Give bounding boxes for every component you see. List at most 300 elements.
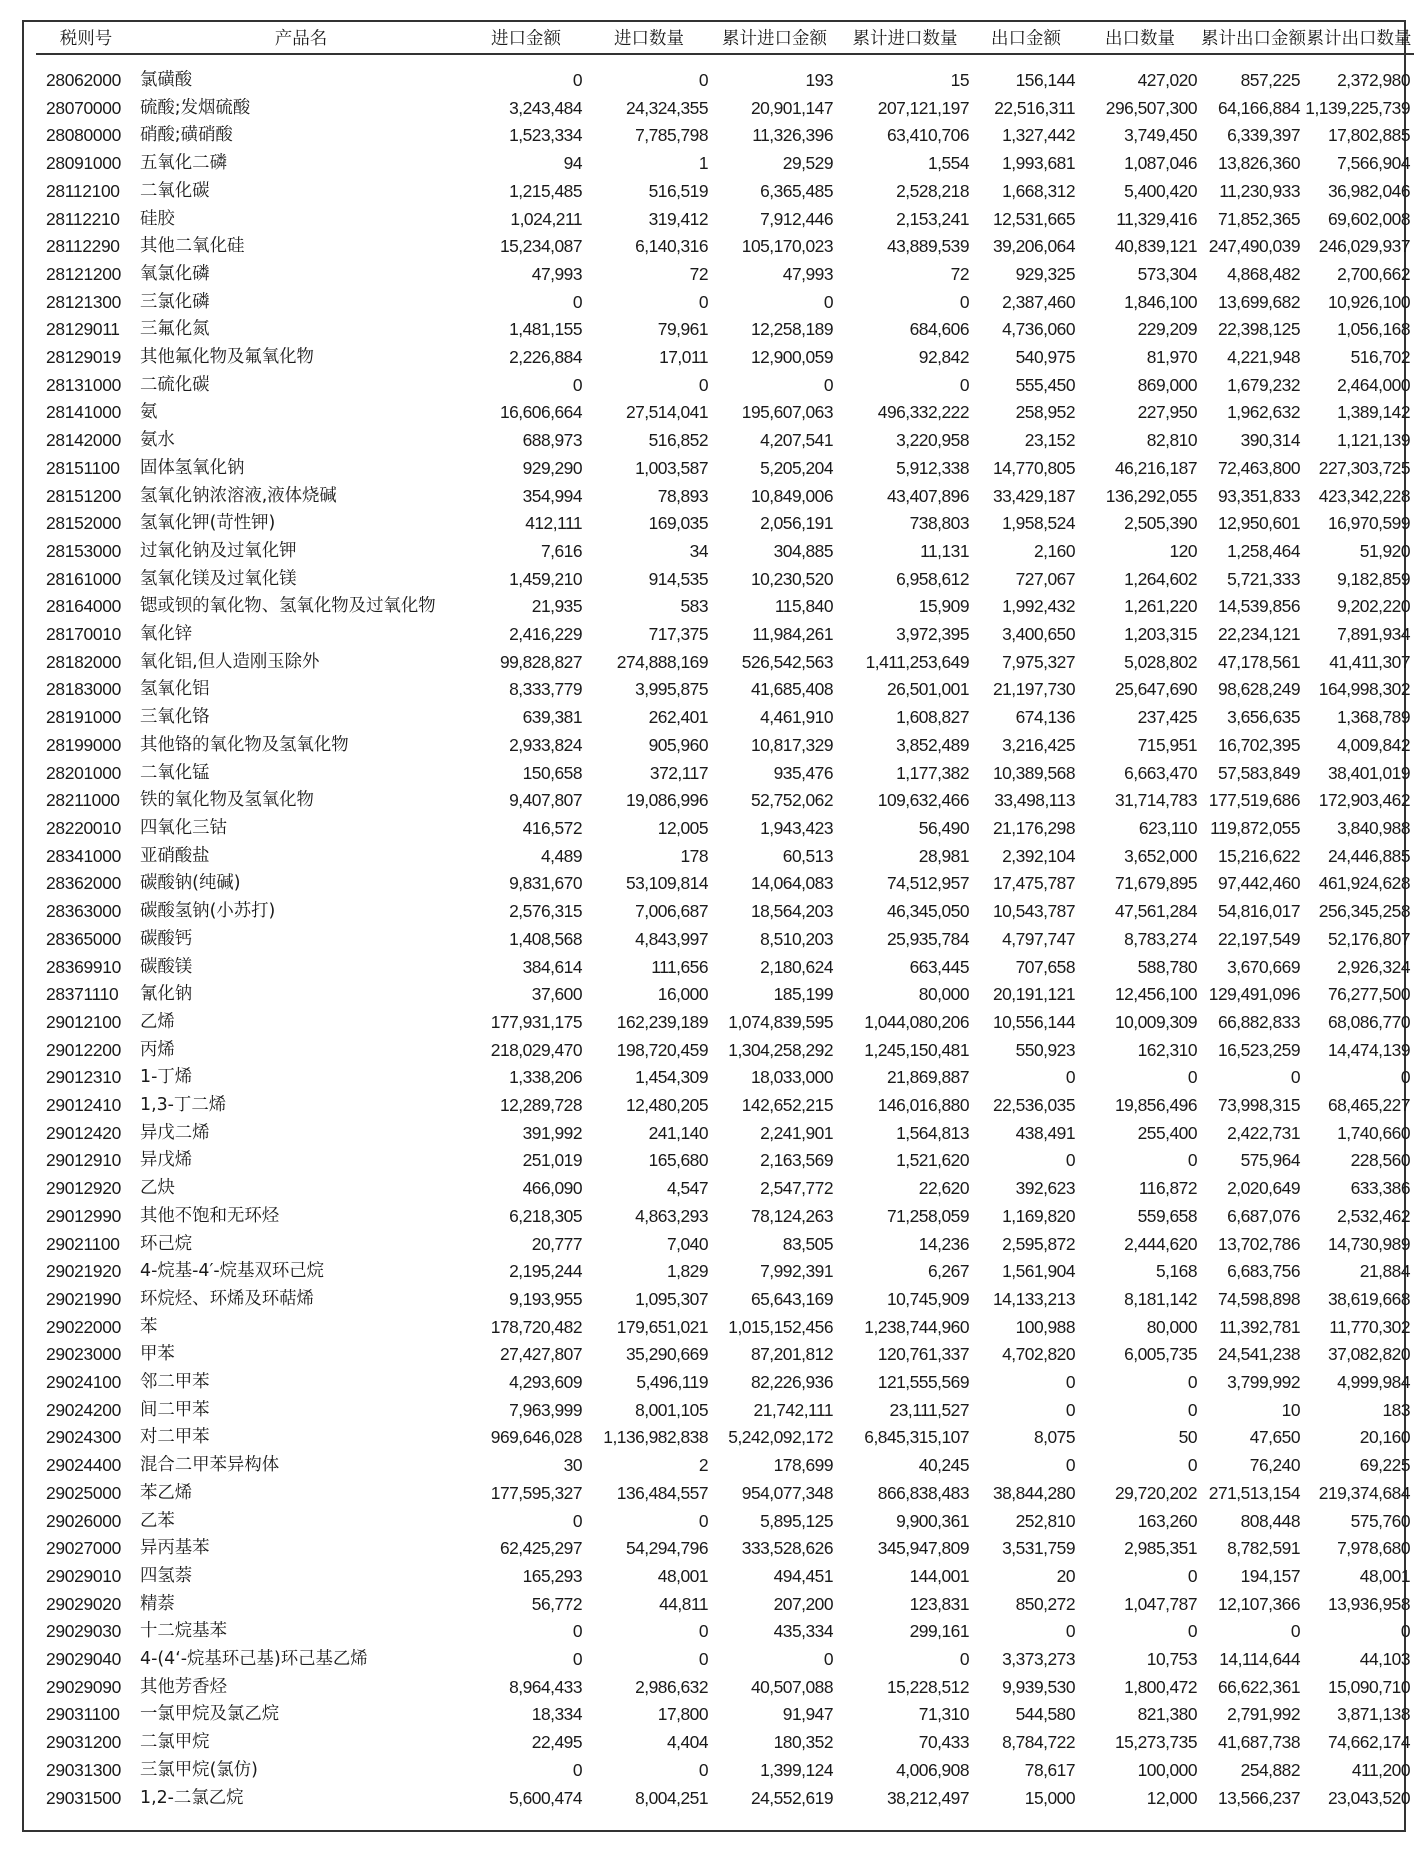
table-row [36,289,1414,317]
export-amount-cell: 258,952 [1015,402,1075,423]
cumulative-import-quantity-cell: 43,407,896 [886,485,969,506]
import-quantity-cell: 274,888,169 [616,651,708,672]
cumulative-import-quantity-cell: 14,236 [918,1233,969,1254]
import-quantity-cell: 19,086,996 [625,790,708,811]
cumulative-import-amount-cell: 12,900,059 [750,347,833,368]
header-cumulative-import-amount: 累计进口金额 [712,22,837,54]
cumulative-export-quantity-cell: 172,903,462 [1318,790,1410,811]
cumulative-import-amount-cell: 47,993 [782,263,833,284]
import-quantity-cell: 16,000 [657,984,708,1005]
cumulative-export-amount-cell: 3,670,669 [1227,956,1300,977]
tariff-code-cell: 29031100 [46,1704,120,1725]
table-row [36,178,1414,206]
cumulative-import-amount-cell: 435,334 [773,1621,833,1642]
cumulative-export-amount-cell: 119,872,055 [1210,817,1300,838]
cumulative-import-amount-cell: 4,461,910 [760,707,833,728]
cumulative-export-quantity-cell: 38,619,668 [1327,1288,1410,1309]
table-row [36,1341,1414,1369]
cumulative-export-quantity-cell: 575,760 [1350,1510,1410,1531]
cumulative-export-quantity-cell: 256,345,258 [1318,901,1410,922]
cumulative-export-amount-cell: 194,157 [1240,1565,1300,1586]
import-quantity-cell: 78,893 [657,485,708,506]
product-name-cell: 4-(4‘-烷基环己基)环己基乙烯 [140,1649,368,1670]
cumulative-import-quantity-cell: 10,745,909 [886,1288,969,1309]
export-quantity-cell: 1,846,100 [1124,291,1197,312]
export-amount-cell: 20 [1056,1565,1075,1586]
import-quantity-cell: 53,109,814 [625,873,708,894]
export-amount-cell: 1,327,442 [1002,125,1075,146]
cumulative-import-quantity-cell: 1,564,813 [896,1122,969,1143]
product-name-cell: 氢氧化钾(苛性钾) [140,513,276,534]
cumulative-export-quantity-cell: 461,924,628 [1318,873,1410,894]
export-quantity-cell: 116,872 [1138,1178,1197,1199]
table-row [36,898,1414,926]
tariff-code-cell: 28121300 [46,291,121,312]
cumulative-export-amount-cell: 13,699,682 [1217,291,1300,312]
cumulative-export-quantity-cell: 9,182,859 [1337,568,1410,589]
cumulative-import-quantity-cell: 71,258,059 [886,1205,969,1226]
cumulative-export-quantity-cell: 4,009,842 [1337,734,1410,755]
export-quantity-cell: 46,216,187 [1114,457,1197,478]
import-amount-cell: 56,772 [531,1593,582,1614]
tariff-code-cell: 29029020 [46,1593,121,1614]
tariff-code-cell: 28191000 [46,707,121,728]
table-row [36,344,1414,372]
cumulative-import-amount-cell: 5,242,092,172 [728,1427,833,1448]
export-amount-cell: 17,475,787 [992,873,1075,894]
product-name-cell: 碳酸钠(纯碱) [140,873,241,894]
product-name-cell: 甲苯 [140,1344,175,1365]
cumulative-export-quantity-cell: 2,926,324 [1337,956,1410,977]
import-amount-cell: 8,964,433 [509,1676,582,1697]
cumulative-export-quantity-cell: 633,386 [1350,1178,1410,1199]
import-amount-cell: 929,290 [522,457,582,478]
table-row [36,1147,1414,1175]
export-amount-cell: 1,992,432 [1002,596,1075,617]
cumulative-export-quantity-cell: 69,225 [1359,1455,1410,1476]
cumulative-export-amount-cell: 4,868,482 [1227,263,1300,284]
import-quantity-cell: 516,852 [648,430,708,451]
export-amount-cell: 1,169,820 [1002,1205,1075,1226]
cumulative-export-amount-cell: 390,314 [1240,430,1300,451]
cumulative-import-amount-cell: 91,947 [782,1704,833,1725]
cumulative-export-quantity-cell: 76,277,500 [1327,984,1410,1005]
import-amount-cell: 16,606,664 [499,402,582,423]
export-quantity-cell: 12,000 [1146,1787,1197,1808]
table-row [36,1037,1414,1065]
tariff-code-cell: 28211000 [46,790,120,811]
import-amount-cell: 9,193,955 [509,1288,582,1309]
table-row [36,316,1414,344]
cumulative-export-quantity-cell: 11,770,302 [1329,1316,1410,1337]
import-amount-cell: 94 [563,153,582,174]
cumulative-import-amount-cell: 78,124,263 [750,1205,833,1226]
cumulative-import-amount-cell: 2,056,191 [760,513,833,534]
import-quantity-cell: 0 [698,1510,708,1531]
cumulative-import-amount-cell: 494,451 [773,1565,833,1586]
cumulative-export-amount-cell: 41,687,738 [1217,1732,1300,1753]
product-name-cell: 氰化钠 [140,984,193,1005]
import-quantity-cell: 7,785,798 [635,125,708,146]
tariff-code-cell: 28080000 [46,125,121,146]
tariff-code-cell: 29012910 [46,1150,121,1171]
table-row [36,1203,1414,1231]
product-name-cell: 间二甲苯 [140,1399,210,1420]
cumulative-export-amount-cell: 254,882 [1240,1759,1300,1780]
cumulative-export-amount-cell: 13,826,360 [1217,153,1300,174]
product-name-cell: 其他铬的氧化物及氢氧化物 [140,734,349,755]
product-name-cell: 三氯化磷 [140,291,210,312]
export-quantity-cell: 50 [1178,1427,1197,1448]
cumulative-export-amount-cell: 6,683,756 [1227,1261,1300,1282]
table-row [36,760,1414,788]
table-row [36,1231,1414,1259]
cumulative-export-quantity-cell: 13,936,958 [1327,1593,1410,1614]
export-amount-cell: 22,516,311 [994,97,1075,118]
cumulative-export-amount-cell: 2,422,731 [1227,1122,1300,1143]
export-amount-cell: 14,133,213 [992,1288,1075,1309]
cumulative-import-quantity-cell: 684,606 [909,319,969,340]
export-quantity-cell: 25,647,690 [1114,679,1197,700]
product-name-cell: 固体氢氧化钠 [140,457,245,478]
product-name-cell: 四氧化三钴 [140,817,227,838]
table-row [36,1258,1414,1286]
export-amount-cell: 3,531,759 [1002,1538,1075,1559]
cumulative-export-quantity-cell: 3,871,138 [1337,1704,1410,1725]
export-amount-cell: 0 [1065,1621,1075,1642]
cumulative-export-quantity-cell: 38,401,019 [1327,762,1410,783]
cumulative-import-amount-cell: 7,912,446 [760,208,833,229]
import-amount-cell: 391,992 [522,1122,582,1143]
import-amount-cell: 47,993 [531,263,582,284]
table-row [36,676,1414,704]
export-amount-cell: 392,623 [1015,1178,1075,1199]
tariff-code-cell: 29012310 [46,1067,121,1088]
cumulative-export-amount-cell: 0 [1290,1067,1300,1088]
cumulative-export-amount-cell: 8,782,591 [1227,1538,1300,1559]
export-amount-cell: 39,206,064 [992,236,1075,257]
table-row [36,1397,1414,1425]
import-amount-cell: 99,828,827 [499,651,582,672]
tariff-code-cell: 29012920 [46,1178,121,1199]
cumulative-export-amount-cell: 66,882,833 [1217,1011,1300,1032]
import-quantity-cell: 3,995,875 [635,679,708,700]
export-quantity-cell: 120 [1169,540,1197,561]
cumulative-import-quantity-cell: 663,445 [909,956,969,977]
import-amount-cell: 9,831,670 [509,873,582,894]
cumulative-import-quantity-cell: 15,909 [918,596,969,617]
export-quantity-cell: 100,000 [1137,1759,1197,1780]
trade-data-table [36,22,1414,1812]
header-tariff-code: 税则号 [36,22,136,54]
import-amount-cell: 178,720,482 [490,1316,582,1337]
table-row [36,787,1414,815]
cumulative-import-quantity-cell: 38,212,497 [886,1787,969,1808]
import-amount-cell: 2,576,315 [509,901,582,922]
cumulative-export-amount-cell: 13,566,237 [1217,1787,1300,1808]
import-amount-cell: 7,963,999 [509,1399,582,1420]
export-quantity-cell: 29,720,202 [1114,1482,1197,1503]
export-quantity-cell: 5,168 [1155,1261,1197,1282]
product-name-cell: 邻二甲苯 [140,1372,210,1393]
import-amount-cell: 0 [572,70,582,90]
import-quantity-cell: 319,412 [648,208,708,229]
cumulative-import-quantity-cell: 1,177,382 [896,762,969,783]
cumulative-import-amount-cell: 24,552,619 [750,1787,833,1808]
table-row [36,538,1414,566]
tariff-code-cell: 28369910 [46,956,121,977]
tariff-code-cell: 28070000 [46,97,121,118]
cumulative-import-amount-cell: 0 [823,374,833,395]
export-amount-cell: 2,387,460 [1002,291,1075,312]
product-name-cell: 精萘 [140,1593,175,1614]
export-amount-cell: 23,152 [1024,430,1075,451]
export-amount-cell: 21,176,298 [992,817,1075,838]
cumulative-import-quantity-cell: 6,267 [927,1261,969,1282]
cumulative-export-quantity-cell: 68,465,227 [1327,1095,1410,1116]
import-quantity-cell: 169,035 [648,513,708,534]
tariff-code-cell: 29029040 [46,1649,121,1670]
export-amount-cell: 0 [1065,1372,1075,1393]
import-amount-cell: 1,523,334 [509,125,582,146]
export-quantity-cell: 2,505,390 [1124,513,1197,534]
export-quantity-cell: 715,951 [1137,734,1197,755]
cumulative-import-amount-cell: 11,326,396 [752,125,833,146]
product-name-cell: 一氯甲烷及氯乙烷 [140,1704,280,1725]
import-quantity-cell: 12,480,205 [625,1095,708,1116]
table-row [36,593,1414,621]
import-amount-cell: 165,293 [522,1565,582,1586]
cumulative-import-quantity-cell: 1,245,150,481 [864,1039,969,1060]
import-amount-cell: 0 [572,291,582,312]
cumulative-export-quantity-cell: 7,566,904 [1337,153,1410,174]
import-quantity-cell: 0 [698,70,708,90]
product-name-cell: 硫酸;发烟硫酸 [140,97,251,118]
cumulative-import-amount-cell: 5,895,125 [760,1510,833,1531]
export-quantity-cell: 2,985,351 [1124,1538,1197,1559]
header-export-quantity: 出口数量 [1079,22,1201,54]
tariff-code-cell: 28062000 [46,70,121,90]
export-quantity-cell: 8,181,142 [1124,1288,1197,1309]
cumulative-export-quantity-cell: 24,446,885 [1327,845,1410,866]
cumulative-export-quantity-cell: 1,121,139 [1337,430,1410,451]
import-quantity-cell: 5,496,119 [636,1372,708,1393]
cumulative-import-amount-cell: 40,507,088 [750,1676,833,1697]
export-amount-cell: 78,617 [1024,1759,1075,1780]
cumulative-export-quantity-cell: 68,086,770 [1327,1011,1410,1032]
import-amount-cell: 7,616 [540,540,582,561]
cumulative-import-quantity-cell: 496,332,222 [877,402,969,423]
cumulative-import-amount-cell: 10,817,329 [750,734,833,755]
table-row [36,1785,1414,1813]
table-row [36,1757,1414,1785]
tariff-code-cell: 29022000 [46,1316,121,1337]
product-name-cell: 对二甲苯 [140,1427,210,1448]
cumulative-import-quantity-cell: 5,912,338 [896,457,969,478]
cumulative-export-quantity-cell: 228,560 [1350,1150,1410,1171]
cumulative-import-quantity-cell: 23,111,527 [889,1399,969,1420]
tariff-code-cell: 29024400 [46,1455,121,1476]
cumulative-export-quantity-cell: 41,411,307 [1329,651,1410,672]
product-name-cell: 硝酸;磺硝酸 [140,125,233,146]
cumulative-export-amount-cell: 13,702,786 [1217,1233,1300,1254]
cumulative-import-quantity-cell: 11,131 [920,540,969,561]
import-amount-cell: 177,595,327 [490,1482,582,1503]
table-row [36,261,1414,289]
cumulative-import-quantity-cell: 15 [950,70,969,90]
import-amount-cell: 2,195,244 [509,1261,582,1282]
tariff-code-cell: 28363000 [46,901,121,922]
header-row [36,22,1414,54]
tariff-code-cell: 28151200 [46,485,121,506]
cumulative-export-amount-cell: 1,962,632 [1227,402,1300,423]
tariff-code-cell: 28362000 [46,873,121,894]
export-quantity-cell: 6,005,735 [1124,1344,1197,1365]
import-quantity-cell: 54,294,796 [625,1538,708,1559]
import-amount-cell: 2,416,229 [509,624,582,645]
cumulative-export-amount-cell: 1,258,464 [1227,540,1300,561]
cumulative-import-quantity-cell: 120,761,337 [877,1344,969,1365]
cumulative-export-quantity-cell: 52,176,807 [1327,928,1410,949]
cumulative-export-quantity-cell: 1,056,168 [1337,319,1410,340]
cumulative-export-quantity-cell: 10,926,100 [1327,291,1410,312]
product-name-cell: 二硫化碳 [140,374,210,395]
export-quantity-cell: 427,020 [1137,70,1197,90]
table-row [36,649,1414,677]
table-row [36,1092,1414,1120]
cumulative-import-quantity-cell: 43,889,539 [886,236,969,257]
product-name-cell: 1,2-二氯乙烷 [140,1787,244,1808]
table-header [36,22,1414,54]
export-amount-cell: 4,702,820 [1002,1344,1075,1365]
cumulative-export-quantity-cell: 1,740,660 [1337,1122,1410,1143]
product-name-cell: 亚硝酸盐 [140,845,210,866]
import-amount-cell: 1,408,568 [509,928,582,949]
export-quantity-cell: 12,456,100 [1114,984,1197,1005]
product-name-cell: 铁的氧化物及氢氧化物 [140,790,314,811]
tariff-code-cell: 28121200 [46,263,121,284]
export-quantity-cell: 1,203,315 [1124,624,1197,645]
import-amount-cell: 412,111 [525,513,582,534]
cumulative-export-quantity-cell: 14,730,989 [1327,1233,1410,1254]
table-row [36,1314,1414,1342]
cumulative-import-quantity-cell: 2,153,241 [896,208,969,229]
cumulative-import-amount-cell: 1,074,839,595 [728,1011,833,1032]
cumulative-export-amount-cell: 11,392,781 [1219,1316,1300,1337]
cumulative-export-amount-cell: 857,225 [1240,70,1300,90]
export-quantity-cell: 821,380 [1137,1704,1197,1725]
cumulative-import-quantity-cell: 28,981 [918,845,969,866]
tariff-code-cell: 29027000 [46,1538,121,1559]
import-quantity-cell: 717,375 [648,624,708,645]
table-row [36,1701,1414,1729]
table-row [36,150,1414,178]
export-amount-cell: 1,561,904 [1002,1261,1075,1282]
cumulative-export-quantity-cell: 15,090,710 [1327,1676,1410,1697]
table-row [36,372,1414,400]
product-name-cell: 三氯甲烷(氯仿) [140,1759,258,1780]
cumulative-import-amount-cell: 142,652,215 [741,1095,833,1116]
header-import-quantity: 进口数量 [586,22,712,54]
product-name-cell: 乙烯 [140,1011,175,1032]
export-amount-cell: 15,000 [1024,1787,1075,1808]
cumulative-export-quantity-cell: 516,702 [1350,347,1410,368]
tariff-code-cell: 28170010 [46,624,121,645]
import-amount-cell: 0 [572,1510,582,1531]
import-amount-cell: 416,572 [522,817,582,838]
export-amount-cell: 3,400,650 [1002,624,1075,645]
product-name-cell: 氯磺酸 [140,70,193,90]
import-amount-cell: 6,218,305 [509,1205,582,1226]
table-row [36,1618,1414,1646]
table-row [36,954,1414,982]
product-name-cell: 异丙基苯 [140,1538,210,1559]
export-quantity-cell: 82,810 [1146,430,1197,451]
cumulative-export-amount-cell: 66,622,361 [1217,1676,1300,1697]
export-quantity-cell: 0 [1187,1067,1197,1088]
cumulative-import-amount-cell: 18,564,203 [750,901,833,922]
cumulative-export-quantity-cell: 36,982,046 [1327,180,1410,201]
cumulative-import-amount-cell: 1,399,124 [760,1759,833,1780]
cumulative-import-quantity-cell: 0 [959,374,969,395]
cumulative-export-quantity-cell: 48,001 [1359,1565,1410,1586]
table-row [36,1674,1414,1702]
cumulative-import-quantity-cell: 0 [959,291,969,312]
table-body [36,54,1414,1812]
product-name-cell: 氧化铝,但人造刚玉除外 [140,651,320,672]
product-name-cell: 苯 [140,1316,158,1337]
export-quantity-cell: 3,652,000 [1124,845,1197,866]
import-quantity-cell: 35,290,669 [625,1344,708,1365]
table-row [36,815,1414,843]
export-quantity-cell: 71,679,895 [1114,873,1197,894]
cumulative-import-amount-cell: 2,163,569 [760,1150,833,1171]
product-name-cell: 碳酸镁 [140,956,193,977]
cumulative-import-amount-cell: 0 [823,1649,833,1670]
product-name-cell: 丙烯 [140,1039,175,1060]
product-name-cell: 环烷烃、环烯及环萜烯 [140,1288,314,1309]
import-amount-cell: 639,381 [522,707,582,728]
cumulative-export-quantity-cell: 14,474,139 [1327,1039,1410,1060]
cumulative-import-quantity-cell: 207,121,197 [877,97,969,118]
export-amount-cell: 12,531,665 [992,208,1075,229]
cumulative-import-quantity-cell: 299,161 [909,1621,969,1642]
cumulative-export-quantity-cell: 23,043,520 [1327,1787,1410,1808]
export-amount-cell: 22,536,035 [992,1095,1075,1116]
cumulative-import-amount-cell: 1,015,152,456 [728,1316,833,1337]
cumulative-export-quantity-cell: 1,389,142 [1337,402,1410,423]
export-quantity-cell: 296,507,300 [1105,97,1197,118]
tariff-code-cell: 29031200 [46,1732,121,1753]
tariff-code-cell: 28153000 [46,540,121,561]
import-amount-cell: 22,495 [531,1732,582,1753]
tariff-code-cell: 28129011 [46,319,120,340]
export-quantity-cell: 227,950 [1137,402,1197,423]
export-amount-cell: 38,844,280 [992,1482,1075,1503]
cumulative-export-quantity-cell: 9,202,220 [1337,596,1410,617]
cumulative-import-amount-cell: 87,201,812 [750,1344,833,1365]
export-quantity-cell: 0 [1187,1621,1197,1642]
product-name-cell: 氢氧化钠浓溶液,液体烧碱 [140,485,337,506]
cumulative-export-quantity-cell: 2,700,662 [1337,263,1410,284]
cumulative-import-quantity-cell: 2,528,218 [896,180,969,201]
import-amount-cell: 5,600,474 [509,1787,582,1808]
cumulative-import-amount-cell: 207,200 [773,1593,833,1614]
cumulative-export-quantity-cell: 69,602,008 [1327,208,1410,229]
export-quantity-cell: 5,028,802 [1124,651,1197,672]
tariff-code-cell: 28142000 [46,430,121,451]
export-amount-cell: 100,988 [1015,1316,1075,1337]
